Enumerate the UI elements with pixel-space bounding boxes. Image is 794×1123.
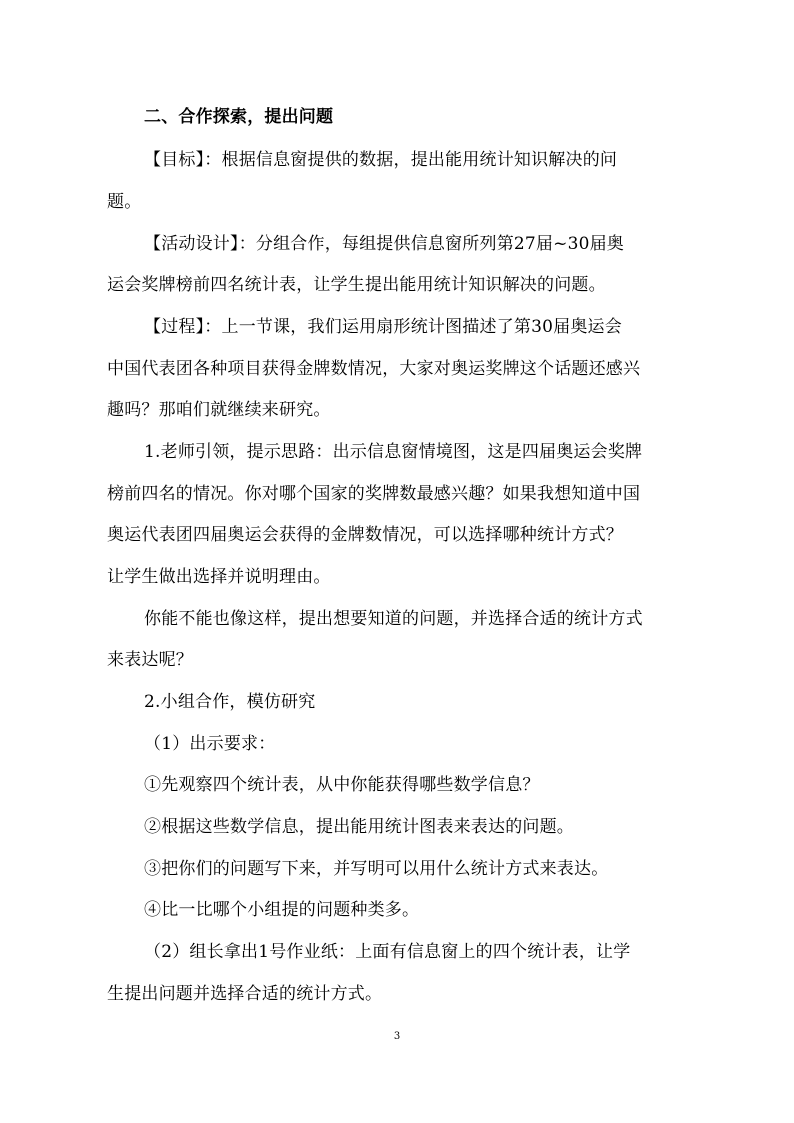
- step1-line-3: 奥运代表团四届奥运会获得的金牌数情况，可以选择哪种统计方式？: [107, 525, 623, 545]
- process-line-1: 【过程】：上一节课，我们运用扇形统计图描述了第30届奥运会: [144, 317, 622, 337]
- step1-line-1: 1.老师引领，提示思路：出示信息窗情境图，这是四届奥运会奖牌: [144, 442, 643, 462]
- process-line-3: 趣吗？那咱们就继续来研究。: [107, 400, 331, 420]
- requirement-item: ②根据这些数学信息，提出能用统计图表来表达的问题。: [144, 817, 574, 837]
- prompt-line-2: 来表达呢？: [107, 650, 193, 670]
- goal-line-1: 【目标】：根据信息窗提供的数据，提出能用统计知识解决的问: [144, 150, 618, 170]
- process-line-2: 中国代表团各种项目获得金牌数情况，大家对奥运奖牌这个话题还感兴: [107, 359, 641, 379]
- prompt-line-1: 你能不能也像这样，提出想要知道的问题，并选择合适的统计方式: [144, 609, 643, 629]
- requirement-item: ①先观察四个统计表，从中你能获得哪些数学信息？: [144, 775, 540, 795]
- requirement-item: ③把你们的问题写下来，并写明可以用什么统计方式来表达。: [144, 859, 609, 879]
- activity-design-line-2: 运会奖牌榜前四名统计表，让学生提出能用统计知识解决的问题。: [107, 275, 606, 295]
- step2-part2-line-1: （2）组长拿出1号作业纸：上面有信息窗上的四个统计表，让学: [144, 942, 631, 962]
- page-number: 3: [393, 1031, 401, 1042]
- step1-line-4: 让学生做出选择并说明理由。: [107, 567, 331, 587]
- requirements-title: （1）出示要求：: [144, 734, 276, 754]
- section-heading: 二、合作探索，提出问题: [144, 107, 334, 127]
- step1-line-2: 榜前四名的情况。你对哪个国家的奖牌数最感兴趣？如果我想知道中国: [107, 484, 641, 504]
- activity-design-line-1: 【活动设计】：分组合作，每组提供信息窗所列第27届~30届奥: [144, 234, 625, 254]
- step2-part2-line-2: 生提出问题并选择合适的统计方式。: [107, 984, 383, 1004]
- requirement-item: ④比一比哪个小组提的问题种类多。: [144, 900, 420, 920]
- step2-heading: 2.小组合作，模仿研究: [144, 692, 316, 712]
- goal-line-2: 题。: [107, 192, 142, 212]
